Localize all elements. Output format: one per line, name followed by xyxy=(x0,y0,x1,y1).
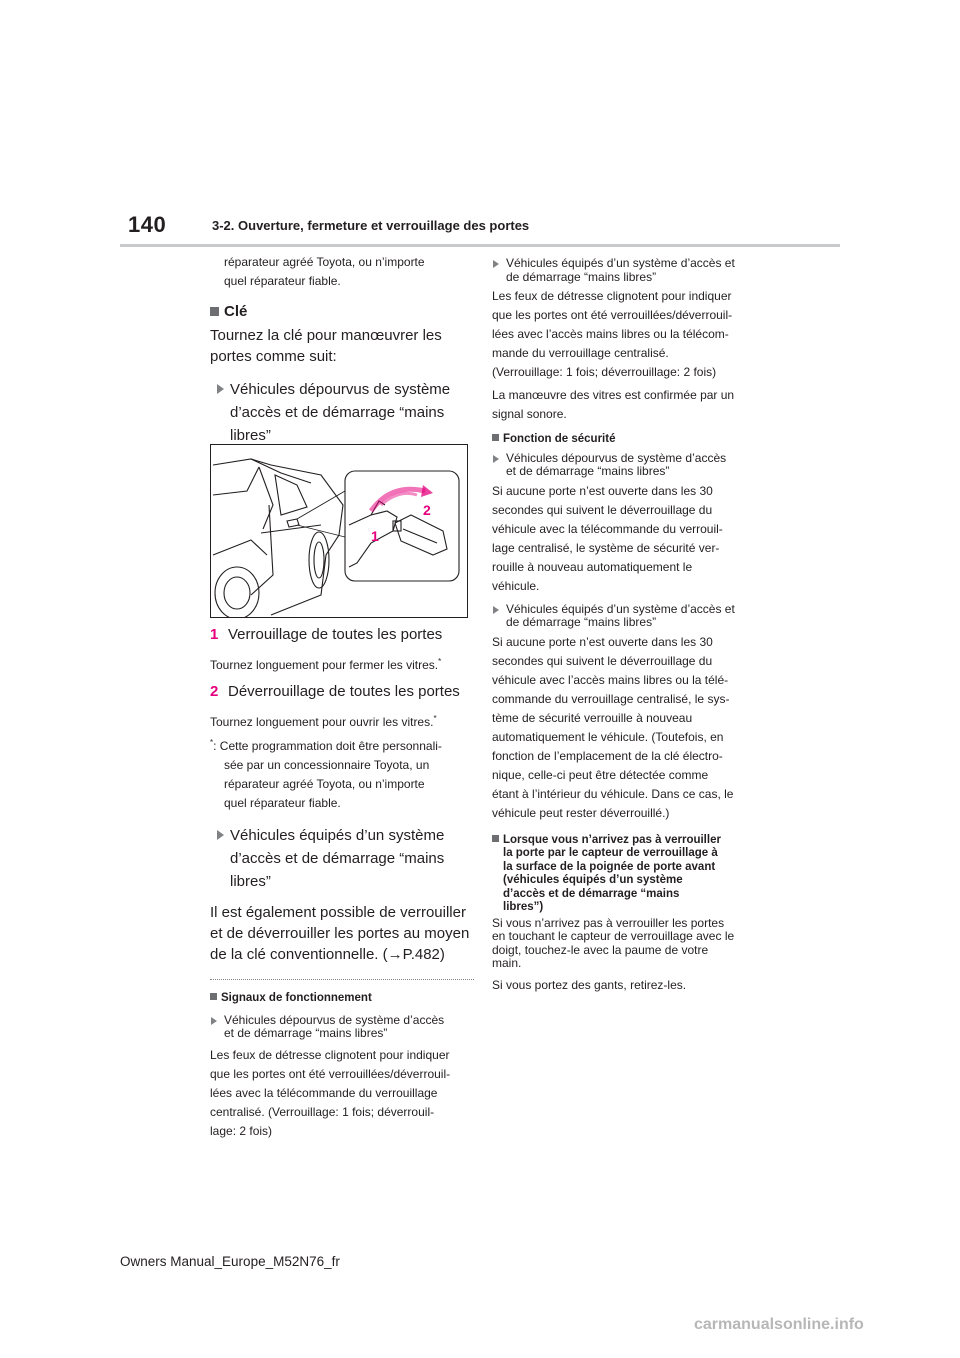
triangle-bullet-icon xyxy=(217,830,224,840)
item-text: Verrouillage de toutes les portes xyxy=(228,626,443,643)
footnote xyxy=(210,733,474,813)
text-line: automatiquement le véhicule. (Toutefois, en xyxy=(492,729,724,744)
text-line: réparateur agréé Toyota, ou n’importe xyxy=(224,255,425,269)
page-reference-link[interactable]: P.482) xyxy=(402,946,445,963)
text-line: mande du verrouillage centralisé. xyxy=(492,346,669,360)
text-line: main. xyxy=(492,956,522,970)
text-line: en touchant le capteur de verrouillage avec le xyxy=(492,929,735,943)
text-line: La manœuvre des vitres est confirmée par un xyxy=(492,388,735,402)
bullet-smart-entry xyxy=(214,824,474,893)
text-line: lées avec l’accès mains libres ou la télécom- xyxy=(492,327,729,341)
watermark: carmanualsonline.info xyxy=(694,1316,864,1333)
text-line: que les portes ont été verrouillées/déverrouil- xyxy=(210,1066,451,1081)
square-bullet-icon xyxy=(492,434,499,441)
dotted-divider xyxy=(210,979,474,980)
triangle-bullet-icon xyxy=(217,384,224,394)
text-line: Si vous portez des gants, retirez-les. xyxy=(492,977,687,992)
securite-bullet-no-smart xyxy=(492,452,752,479)
text-line: (Verrouillage: 1 fois; déverrouillage: 2 fois) xyxy=(492,365,717,379)
text-line: Si aucune porte n’est ouverte dans les 30 xyxy=(492,483,713,498)
item-unlock-all-doors xyxy=(210,681,474,702)
text-line: secondes qui suivent le déverrouillage du xyxy=(492,653,713,668)
item-text: Déverrouillage de toutes les portes xyxy=(228,683,460,700)
figure-label-1: 1 xyxy=(371,528,379,544)
text-line: véhicule. xyxy=(492,578,540,593)
text-line: d’accès et de démarrage “mains xyxy=(230,404,445,421)
text-line: Les feux de détresse clignotent pour indiquer xyxy=(492,289,732,303)
text-line: doigt, touchez-le avec la paume de votre xyxy=(492,942,709,957)
text-line: étant à l’intérieur du véhicule. Dans ce cas, le xyxy=(492,786,734,801)
text-line: Véhicules équipés d’un système d’accès et xyxy=(506,601,735,616)
asterisk: * xyxy=(438,657,442,666)
text-line: lage: 2 fois) xyxy=(210,1123,273,1138)
text-line: de la clé conventionnelle. ( xyxy=(210,946,388,963)
text-line: centralisé. (Verrouillage: 1 fois; déverrouil- xyxy=(210,1104,435,1119)
text-line: que les portes ont été verrouillées/déverrouil- xyxy=(492,308,733,322)
note-text: Tournez longuement pour fermer les vitres. xyxy=(210,658,439,672)
square-bullet-icon xyxy=(210,993,217,1000)
text-line: portes comme suit: xyxy=(210,348,337,365)
square-bullet-icon xyxy=(492,835,499,842)
heading-text: la porte par le capteur de verrouillage à xyxy=(503,847,718,859)
signaux-paragraph xyxy=(210,1046,474,1141)
left-column-lower xyxy=(210,624,474,1141)
footer-manual-name: Owners Manual_Europe_M52N76_fr xyxy=(120,1254,340,1269)
text-line: Véhicules dépourvus de système d’accès xyxy=(224,1012,445,1027)
text-line: libres” xyxy=(230,873,271,890)
heading-text: libres”) xyxy=(503,901,544,913)
text-line: commande du verrouillage centralisé, le sys- xyxy=(492,691,730,706)
triangle-bullet-icon xyxy=(493,455,499,463)
text-line: et de démarrage “mains libres” xyxy=(506,464,670,478)
signaux-bullet xyxy=(210,1014,474,1041)
text-line: Les feux de détresse clignotent pour indiquer xyxy=(210,1047,450,1062)
conventional-key-paragraph xyxy=(210,902,474,965)
key-operation-figure xyxy=(210,444,468,618)
text-line: véhicule avec la télécommande du verrouil- xyxy=(492,521,723,536)
right-column xyxy=(492,257,752,995)
text-line: réparateur agréé Toyota, ou n’importe xyxy=(224,777,425,791)
section-heading-lock-failure xyxy=(492,834,752,915)
square-bullet-icon xyxy=(210,307,219,316)
signals-paragraph xyxy=(492,287,752,382)
item1-note xyxy=(210,652,474,675)
text-line: Tournez la clé pour manœuvrer les xyxy=(210,327,442,344)
heading-text: Signaux de fonctionnement xyxy=(221,992,372,1004)
item-lock-all-doors xyxy=(210,624,474,645)
text-line: secondes qui suivent le déverrouillage du xyxy=(492,502,713,517)
heading-text: la surface de la poignée de porte avant xyxy=(503,860,716,873)
text-line: lées avec la télécommande du verrouillage xyxy=(210,1085,438,1100)
left-column xyxy=(210,253,474,447)
section-heading-signaux xyxy=(210,992,474,1006)
heading-text: Clé xyxy=(224,303,248,320)
arrow-icon: → xyxy=(387,946,403,963)
cle-paragraph xyxy=(210,325,474,367)
lock-failure-paragraph xyxy=(492,917,752,971)
securite-bullet-smart xyxy=(492,603,752,630)
text-line: signal sonore. xyxy=(492,407,567,421)
text-line: sée par un concessionnaire Toyota, un xyxy=(224,758,430,772)
text-line: tème de sécurité verrouille à nouveau xyxy=(492,710,693,725)
page-number: 140 xyxy=(128,212,167,237)
note-text: Tournez longuement pour ouvrir les vitres. xyxy=(210,715,434,729)
triangle-bullet-icon xyxy=(493,606,499,614)
text-line: Véhicules dépourvus de système d’accès xyxy=(506,450,727,465)
text-line: quel réparateur fiable. xyxy=(224,274,341,288)
text-line: : Cette programmation doit être personnali- xyxy=(213,739,442,753)
heading-text: Fonction de sécurité xyxy=(503,433,616,445)
heading-text: Lorsque vous n’arrivez pas à verrouiller xyxy=(503,833,721,846)
text-line: d’accès et de démarrage “mains xyxy=(230,850,445,867)
text-line: Si aucune porte n’est ouverte dans les 30 xyxy=(492,634,713,649)
text-line: lage centralisé, le système de sécurité ver- xyxy=(492,540,720,555)
header-divider xyxy=(120,244,840,247)
gloves-paragraph xyxy=(492,976,752,995)
text-line: de démarrage “mains libres” xyxy=(506,615,657,629)
item-number: 2 xyxy=(210,683,219,700)
figure-label-2: 2 xyxy=(423,502,431,518)
asterisk: * xyxy=(433,714,437,723)
text-line: Véhicules dépourvus de système xyxy=(230,381,451,398)
text-line: et de déverrouiller les portes au moyen xyxy=(210,925,470,942)
section-title: 3-2. Ouverture, fermeture et verrouillage des portes xyxy=(212,218,530,233)
section-heading-securite xyxy=(492,433,752,447)
text-line: Véhicules équipés d’un système d’accès et xyxy=(506,256,735,270)
text-line: fonction de l’emplacement de la clé électro- xyxy=(492,748,723,763)
text-line: véhicule peut rester déverrouillé.) xyxy=(492,805,670,820)
window-confirm-paragraph xyxy=(492,386,752,424)
securite-paragraph-1 xyxy=(492,482,752,596)
securite-paragraph-2 xyxy=(492,633,752,823)
bullet-smart-entry-signals xyxy=(492,257,752,284)
text-line: Si vous n’arrivez pas à verrouiller les portes xyxy=(492,915,725,930)
heading-text: d’accès et de démarrage “mains xyxy=(503,887,680,900)
heading-text: (véhicules équipés d’un système xyxy=(503,874,683,886)
intro-paragraph xyxy=(210,253,474,291)
text-line: et de démarrage “mains libres” xyxy=(224,1026,388,1040)
footnote-mark: * xyxy=(210,738,214,747)
item-number: 1 xyxy=(210,626,219,643)
text-line: nique, celle-ci peut être détectée comme xyxy=(492,767,709,782)
section-heading-cle xyxy=(210,301,474,322)
text-line: rouille à nouveau automatiquement le xyxy=(492,559,693,574)
item2-note xyxy=(210,709,474,732)
text-line: Véhicules équipés d’un système xyxy=(230,827,445,844)
bullet-no-smart-entry xyxy=(214,378,474,447)
car-door-key-illustration xyxy=(211,445,467,617)
text-line: quel réparateur fiable. xyxy=(224,796,341,810)
triangle-bullet-icon xyxy=(493,260,499,268)
text-line: libres” xyxy=(230,427,271,444)
triangle-bullet-icon xyxy=(211,1017,217,1025)
text-line: de démarrage “mains libres” xyxy=(506,269,657,284)
text-line: Il est également possible de verrouiller xyxy=(210,904,466,921)
text-line: véhicule avec l’accès mains libres ou la télé- xyxy=(492,672,729,687)
